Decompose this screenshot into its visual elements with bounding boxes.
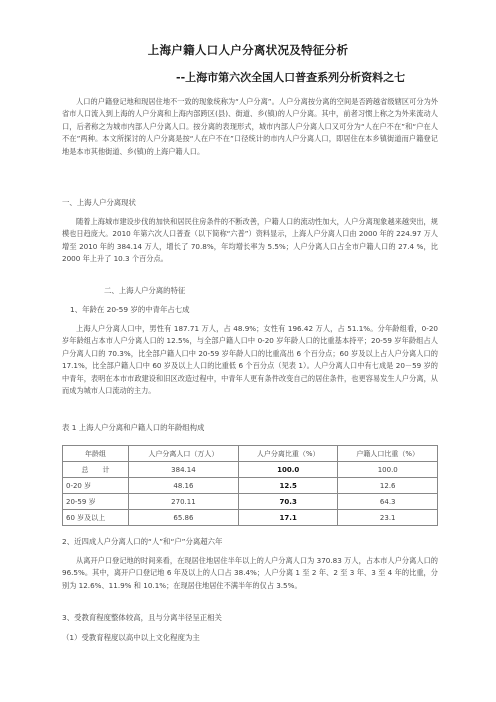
table-cell: 20-59 岁 <box>63 494 129 510</box>
table-header-row <box>63 446 438 462</box>
table-row <box>63 462 438 478</box>
table-cell: 12.6 <box>338 478 438 494</box>
section1-paragraph: 随着上海城市建设步伐的加快和居民住房条件的不断改善，户籍人口的流动性加大，人户分离现象越来越突出，规模也日趋庞大。2010 年第六次人口普查（以下简称“六普”）资料显示，上海人户分离人口由 2000 年的 224.97 万人增至 2010 年的 384.14 万人，增长了 70.8%，年均增长率为 5.5%；人户分离人口占全市户籍人口的 27.4 %，比 2000 年上升了 10.3 个百分点。 <box>62 217 438 264</box>
table-cell: 270.11 <box>128 494 238 510</box>
subsection1-heading: 1、年龄在 20-59 岁的中青年占七成 <box>70 305 190 314</box>
table-cell: 64.3 <box>338 494 438 510</box>
section1-heading: 一、上海人户分离现状 <box>62 198 136 207</box>
intro-paragraph: 人口的户籍登记地和现居住地不一致的现象统称为“人户分离”。人户分离按分离的空间是否跨越省级辖区可分为外省市人口流入到上海的人户分离和上海内部跨区(县)、街道、乡(镇)的人户分离。其中，前者习惯上称之为外来流动人口，后者称之为城市内部人户分离人口。按分离的表现形式，城市内部人户分离人口又可分为“人在户不在”和“户在人不在”两种。本文所探讨的人户分离是按“人在户不在”口径统计的市内人户分离人口，即居住在本乡镇街道而户籍登记地是本市其他街道、乡(镇)的上海户籍人口。 <box>62 97 438 156</box>
table-header-cell: 人户分离人口（万人） <box>128 446 238 462</box>
document-title: 上海户籍人口人户分离状况及特征分析 <box>147 43 349 57</box>
table-cell: 70.3 <box>238 494 338 510</box>
table-cell: 100.0 <box>338 462 438 478</box>
subsection2-heading: 2、近四成人户分离人口的“人”和“户”分离超六年 <box>62 537 223 546</box>
age-structure-table <box>62 445 438 526</box>
table-cell: 100.0 <box>238 462 338 478</box>
subsection3-heading: 3、受教育程度整体较高，且与分离半径呈正相关 <box>62 613 222 622</box>
subsection1-paragraph: 上海人户分离人口中，男性有 187.71 万人，占 48.9%；女性有 196.42 万人，占 51.1%。分年龄组看，0-20 岁年龄组占本市人户分离人口的 12.5%，与全部户籍人口中 0-20 岁年龄人口的比重基本持平；20-59 岁年龄组占人户分离人口的 70.3%，比全部户籍人口中 20-59 岁年龄人口的比重高出 6 个百分点；60 岁及以上占人户分离人口的 17.1%，比全部户籍人口中 60 岁及以上人口的比重低 6 个百分点（见表 1）。人户分离人口中有七成是 20－59 岁的中青年，表明在本市市政建设和旧区改造过程中，中青年人更有条件改变自己的居住条件，也更容易发生人户分离，从而成为城市人口流动的主力。 <box>62 324 438 396</box>
table-cell: 17.1 <box>238 510 338 526</box>
subsection2-paragraph: 从离开户口登记地的时间来看，在现居住地居住半年以上的人户分离人口为 370.83 万人，占本市人户分离人口的 96.5%。其中，离开户口登记地 6 年及以上的人口占 38.4%；人户分离 1 至 2 年、2 至 3 年、3 至 4 年的比重，分别为 12.6%、11.9% 和 10.1%；在现居住地居住不满半年的仅占 3.5%。 <box>62 556 438 590</box>
table-cell: 48.16 <box>128 478 238 494</box>
table-cell: 12.5 <box>238 478 338 494</box>
table-row <box>63 478 438 494</box>
table-cell: 0-20 岁 <box>63 478 129 494</box>
table-caption: 表 1 上海人户分离和户籍人口的年龄组构成 <box>62 423 205 432</box>
table-cell: 23.1 <box>338 510 438 526</box>
subsection3a-heading: （1）受教育程度以高中以上文化程度为主 <box>62 633 200 642</box>
section2-heading: 二、上海人户分离的特征 <box>104 286 186 295</box>
table-row <box>63 494 438 510</box>
document-subtitle: --上海市第六次全国人口普查系列分析资料之七 <box>176 71 406 84</box>
table-header-cell: 户籍人口比重（%） <box>338 446 438 462</box>
table-cell: 总 计 <box>63 462 129 478</box>
table-header-cell: 人户分离比重（%） <box>238 446 338 462</box>
table-row <box>63 510 438 526</box>
table-cell: 65.86 <box>128 510 238 526</box>
table-cell: 60 岁及以上 <box>63 510 129 526</box>
table-header-cell: 年龄组 <box>63 446 129 462</box>
table-cell: 384.14 <box>128 462 238 478</box>
